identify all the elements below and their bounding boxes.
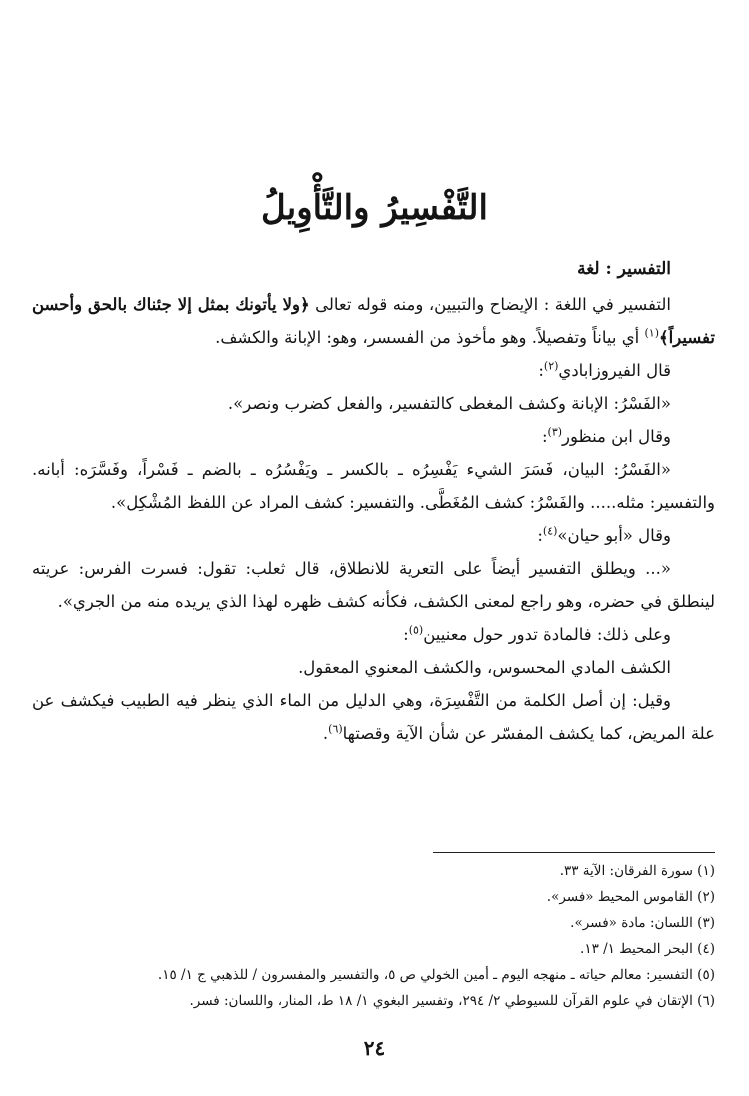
footnote: (٣) اللسان: مادة «فسر». (570, 915, 715, 931)
text-fragment: : (541, 427, 548, 446)
chapter-title: التَّفْسِيرُ والتَّأْوِيلُ (261, 188, 488, 228)
text-fragment: : (538, 361, 544, 380)
text-fragment: . (322, 724, 329, 743)
footnote-ref: (٥) (408, 623, 424, 637)
footnote-ref: (٣) (547, 425, 563, 439)
text-fragment: : (403, 625, 409, 644)
text-fragment: التفسير في اللغة : الإيضاح والتبيين، ومنه قوله تعالى (315, 295, 671, 314)
text-fragment: قال الفيروزابادي (558, 361, 671, 380)
footnote-ref: (٤) (542, 524, 558, 538)
footnote: (٢) القاموس المحيط «فسر». (546, 889, 715, 905)
paragraph-quote-intro (32, 618, 715, 651)
quotation: «... ويطلق التفسير أيضاً على التعرية للانطلاق، قال ثعلب: تقول: فسرت الفرس: عريته لينطلق في حضره، وهو راجع لمعنى الكشف، فكأنه كشف ظهره لهذا الذي يريده منه من الجري». (32, 559, 715, 611)
main-text (32, 288, 715, 750)
section-heading: التفسير : لغة (577, 259, 671, 279)
paragraph-origin (32, 684, 715, 750)
footnotes (30, 858, 715, 1014)
footnote: (٥) التفسير: معالم حياته ـ منهجه اليوم ـ أمين الخولي ص ٥، والتفسير والمفسرون / للذهبي ج ١/ ١٥. (157, 967, 715, 983)
text-fragment: وقيل: إن أصل الكلمة من التَّفْسِرَة، وهي الدليل من الماء الذي ينظر فيه الطبيب فيكشف عن علة المريض، كما يكشف المفسّر عن شأن الآية وقصتها (32, 691, 715, 743)
quran-verse: ﴿ولا يأتونك بمثل إلا جئناك بالحق وأحسن تفسيراً﴾ (32, 295, 715, 347)
text-fragment: وقال «أبو حيان» (557, 526, 671, 545)
text-fragment: : (537, 526, 543, 545)
footnote-ref: (١) (644, 326, 659, 340)
paragraph-meanings: الكشف المادي المحسوس، والكشف المعنوي المعقول. (298, 658, 671, 677)
paragraph-quote-intro (32, 354, 715, 387)
paragraph-quote-intro (32, 519, 715, 552)
quotation: «الفَسْرُ: البيان، فَسَرَ الشيء يَفْسِرُه ـ بالكسر ـ ويَفْسُرُه ـ بالضم ـ فَسْراً، وفَسَّرَه: أبانه. والتفسير: مثله..... والفَسْرُ: كشف المُغَطَّى. والتفسير: كشف المراد عن اللفظ المُشْكِل». (32, 460, 715, 512)
text-fragment: أي بياناً وتفصيلاً. وهو مأخوذ من الفسسر، وهو: الإبانة والكشف. (215, 328, 640, 347)
footnote-ref: (٦) (328, 722, 343, 736)
paragraph-definition (32, 288, 715, 354)
text-fragment: وقال ابن منظور (562, 427, 671, 446)
paragraph-quote-intro (32, 420, 715, 453)
quotation: «الفَسْرُ: الإبانة وكشف المغطى كالتفسير، والفعل كضرب ونصر». (227, 394, 671, 413)
footnote: (١) سورة الفرقان: الآية ٣٣. (559, 863, 715, 879)
text-fragment: وعلى ذلك: فالمادة تدور حول معنيين (423, 625, 671, 644)
footnote: (٤) البحر المحيط ١/ ١٣. (580, 941, 715, 957)
footnote-divider (433, 852, 715, 853)
page-number: ٢٤ (363, 1036, 386, 1060)
footnote: (٦) الإتقان في علوم القرآن للسيوطي ٢/ ٢٩٤، وتفسير البغوي ١/ ١٨ ط، المنار، واللسان: فسر. (189, 993, 715, 1009)
footnote-ref: (٢) (543, 359, 559, 373)
